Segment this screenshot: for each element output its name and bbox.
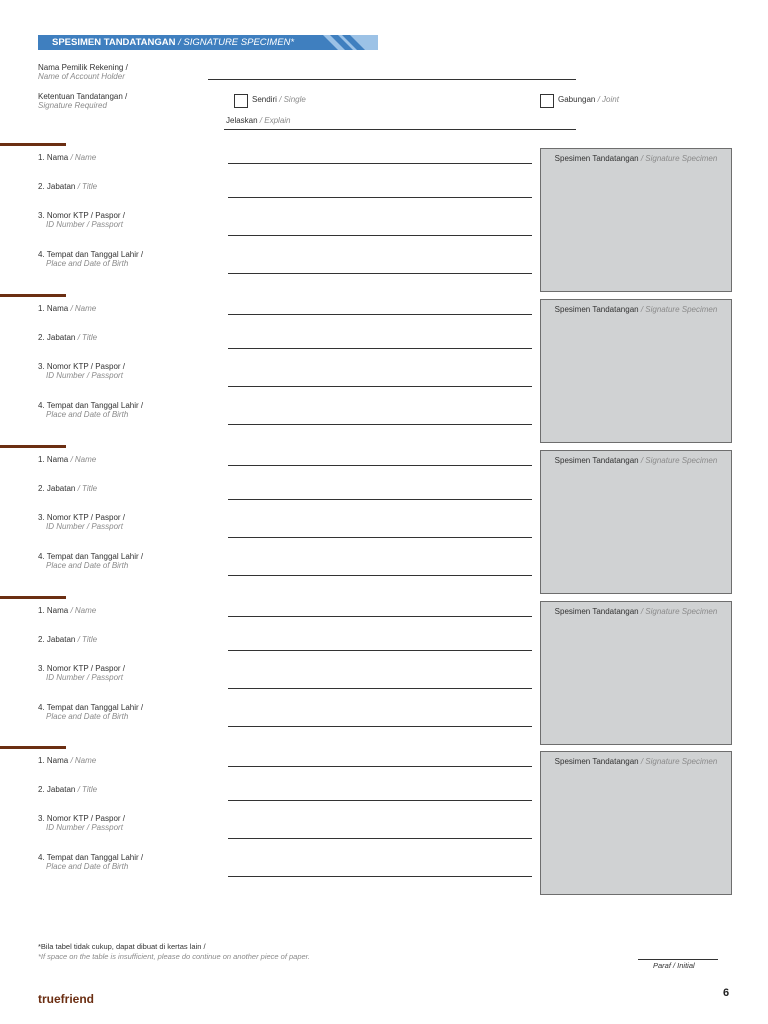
signer-name-label: 1. Nama / Name bbox=[38, 756, 97, 765]
signer-idnumber-label: 3. Nomor KTP / Paspor / bbox=[38, 664, 125, 673]
signature-specimen-box[interactable] bbox=[540, 450, 732, 594]
explain-field[interactable] bbox=[224, 129, 576, 130]
signature-specimen-label: Spesimen Tandatangan / Signature Specimen bbox=[554, 757, 718, 766]
signer-idnumber-label-en: ID Number / Passport bbox=[46, 371, 123, 380]
signer-birth-label-en: Place and Date of Birth bbox=[46, 862, 129, 871]
initial-field[interactable] bbox=[638, 959, 718, 960]
account-holder-field[interactable] bbox=[208, 79, 576, 80]
signer-birth-field[interactable] bbox=[228, 726, 532, 727]
signer-name-field[interactable] bbox=[228, 314, 532, 315]
signature-specimen-box[interactable] bbox=[540, 299, 732, 443]
signer-title-label: 2. Jabatan / Title bbox=[38, 182, 98, 191]
signer-title-field[interactable] bbox=[228, 800, 532, 801]
section-divider-bar bbox=[0, 445, 66, 448]
signer-idnumber-field[interactable] bbox=[228, 688, 532, 689]
single-option-label: Sendiri / Single bbox=[252, 95, 306, 104]
section-title-sep: / bbox=[175, 37, 184, 48]
truefriend-logo: truefriend bbox=[38, 992, 95, 1006]
single-checkbox[interactable] bbox=[234, 94, 248, 108]
signer-name-label: 1. Nama / Name bbox=[38, 606, 97, 615]
account-holder-label-en: Name of Account Holder bbox=[38, 72, 125, 81]
signature-requirement-label-en: Signature Required bbox=[38, 101, 107, 110]
signer-name-field[interactable] bbox=[228, 766, 532, 767]
signature-specimen-label: Spesimen Tandatangan / Signature Specimen bbox=[554, 456, 718, 465]
initial-label: Paraf / Initial bbox=[653, 961, 695, 970]
signer-name-label: 1. Nama / Name bbox=[38, 455, 97, 464]
signature-requirement-label: Ketentuan Tandatangan / bbox=[38, 92, 128, 101]
signer-idnumber-label-en: ID Number / Passport bbox=[46, 823, 123, 832]
footer-note-id: *Bila tabel tidak cukup, dapat dibuat di kertas lain / bbox=[38, 942, 206, 951]
signer-birth-label-en: Place and Date of Birth bbox=[46, 712, 129, 721]
footer-note-en: *If space on the table is insufficient, please do continue on another piece of paper. bbox=[38, 952, 310, 961]
page-number: 6 bbox=[723, 987, 730, 999]
signer-title-label: 2. Jabatan / Title bbox=[38, 484, 98, 493]
signer-idnumber-field[interactable] bbox=[228, 386, 532, 387]
signer-idnumber-field[interactable] bbox=[228, 838, 532, 839]
signer-idnumber-label: 3. Nomor KTP / Paspor / bbox=[38, 211, 125, 220]
signer-birth-label: 4. Tempat dan Tanggal Lahir / bbox=[38, 703, 144, 712]
signer-idnumber-label: 3. Nomor KTP / Paspor / bbox=[38, 513, 125, 522]
signer-birth-field[interactable] bbox=[228, 424, 532, 425]
signature-specimen-label: Spesimen Tandatangan / Signature Specimen bbox=[554, 305, 718, 314]
signer-title-label: 2. Jabatan / Title bbox=[38, 333, 98, 342]
explain-label: Jelaskan / Explain bbox=[226, 116, 291, 125]
signer-birth-field[interactable] bbox=[228, 575, 532, 576]
signer-idnumber-field[interactable] bbox=[228, 537, 532, 538]
signer-idnumber-label-en: ID Number / Passport bbox=[46, 673, 123, 682]
signature-specimen-label: Spesimen Tandatangan / Signature Specimen bbox=[554, 607, 718, 616]
signer-birth-label: 4. Tempat dan Tanggal Lahir / bbox=[38, 250, 144, 259]
signer-birth-label-en: Place and Date of Birth bbox=[46, 410, 129, 419]
signer-title-field[interactable] bbox=[228, 348, 532, 349]
section-header-banner bbox=[38, 35, 378, 50]
signer-title-field[interactable] bbox=[228, 650, 532, 651]
section-divider-bar bbox=[0, 596, 66, 599]
signer-birth-label-en: Place and Date of Birth bbox=[46, 259, 129, 268]
joint-checkbox[interactable] bbox=[540, 94, 554, 108]
signature-specimen-box[interactable] bbox=[540, 601, 732, 745]
account-holder-label: Nama Pemilik Rekening / bbox=[38, 63, 128, 72]
signer-idnumber-label-en: ID Number / Passport bbox=[46, 522, 123, 531]
signer-idnumber-label: 3. Nomor KTP / Paspor / bbox=[38, 814, 125, 823]
signer-birth-label: 4. Tempat dan Tanggal Lahir / bbox=[38, 552, 144, 561]
signer-name-label: 1. Nama / Name bbox=[38, 304, 97, 313]
signer-name-label: 1. Nama / Name bbox=[38, 153, 97, 162]
signature-specimen-box[interactable] bbox=[540, 751, 732, 895]
section-title-en: SIGNATURE SPECIMEN* bbox=[183, 37, 295, 48]
signer-birth-field[interactable] bbox=[228, 273, 532, 274]
signer-birth-label: 4. Tempat dan Tanggal Lahir / bbox=[38, 401, 144, 410]
signer-birth-field[interactable] bbox=[228, 876, 532, 877]
signer-birth-label: 4. Tempat dan Tanggal Lahir / bbox=[38, 853, 144, 862]
signer-birth-label-en: Place and Date of Birth bbox=[46, 561, 129, 570]
signer-title-field[interactable] bbox=[228, 499, 532, 500]
joint-option-label: Gabungan / Joint bbox=[558, 95, 619, 104]
signer-title-label: 2. Jabatan / Title bbox=[38, 785, 98, 794]
section-divider-bar bbox=[0, 746, 66, 749]
signer-name-field[interactable] bbox=[228, 163, 532, 164]
signer-title-field[interactable] bbox=[228, 197, 532, 198]
signer-name-field[interactable] bbox=[228, 616, 532, 617]
section-divider-bar bbox=[0, 143, 66, 146]
signature-specimen-label: Spesimen Tandatangan / Signature Specimen bbox=[554, 154, 718, 163]
signer-idnumber-label: 3. Nomor KTP / Paspor / bbox=[38, 362, 125, 371]
signer-title-label: 2. Jabatan / Title bbox=[38, 635, 98, 644]
signer-idnumber-field[interactable] bbox=[228, 235, 532, 236]
signer-name-field[interactable] bbox=[228, 465, 532, 466]
section-divider-bar bbox=[0, 294, 66, 297]
signer-idnumber-label-en: ID Number / Passport bbox=[46, 220, 123, 229]
section-title-id: SPESIMEN TANDATANGAN bbox=[52, 37, 176, 48]
signature-specimen-box[interactable] bbox=[540, 148, 732, 292]
section-title bbox=[52, 37, 294, 48]
